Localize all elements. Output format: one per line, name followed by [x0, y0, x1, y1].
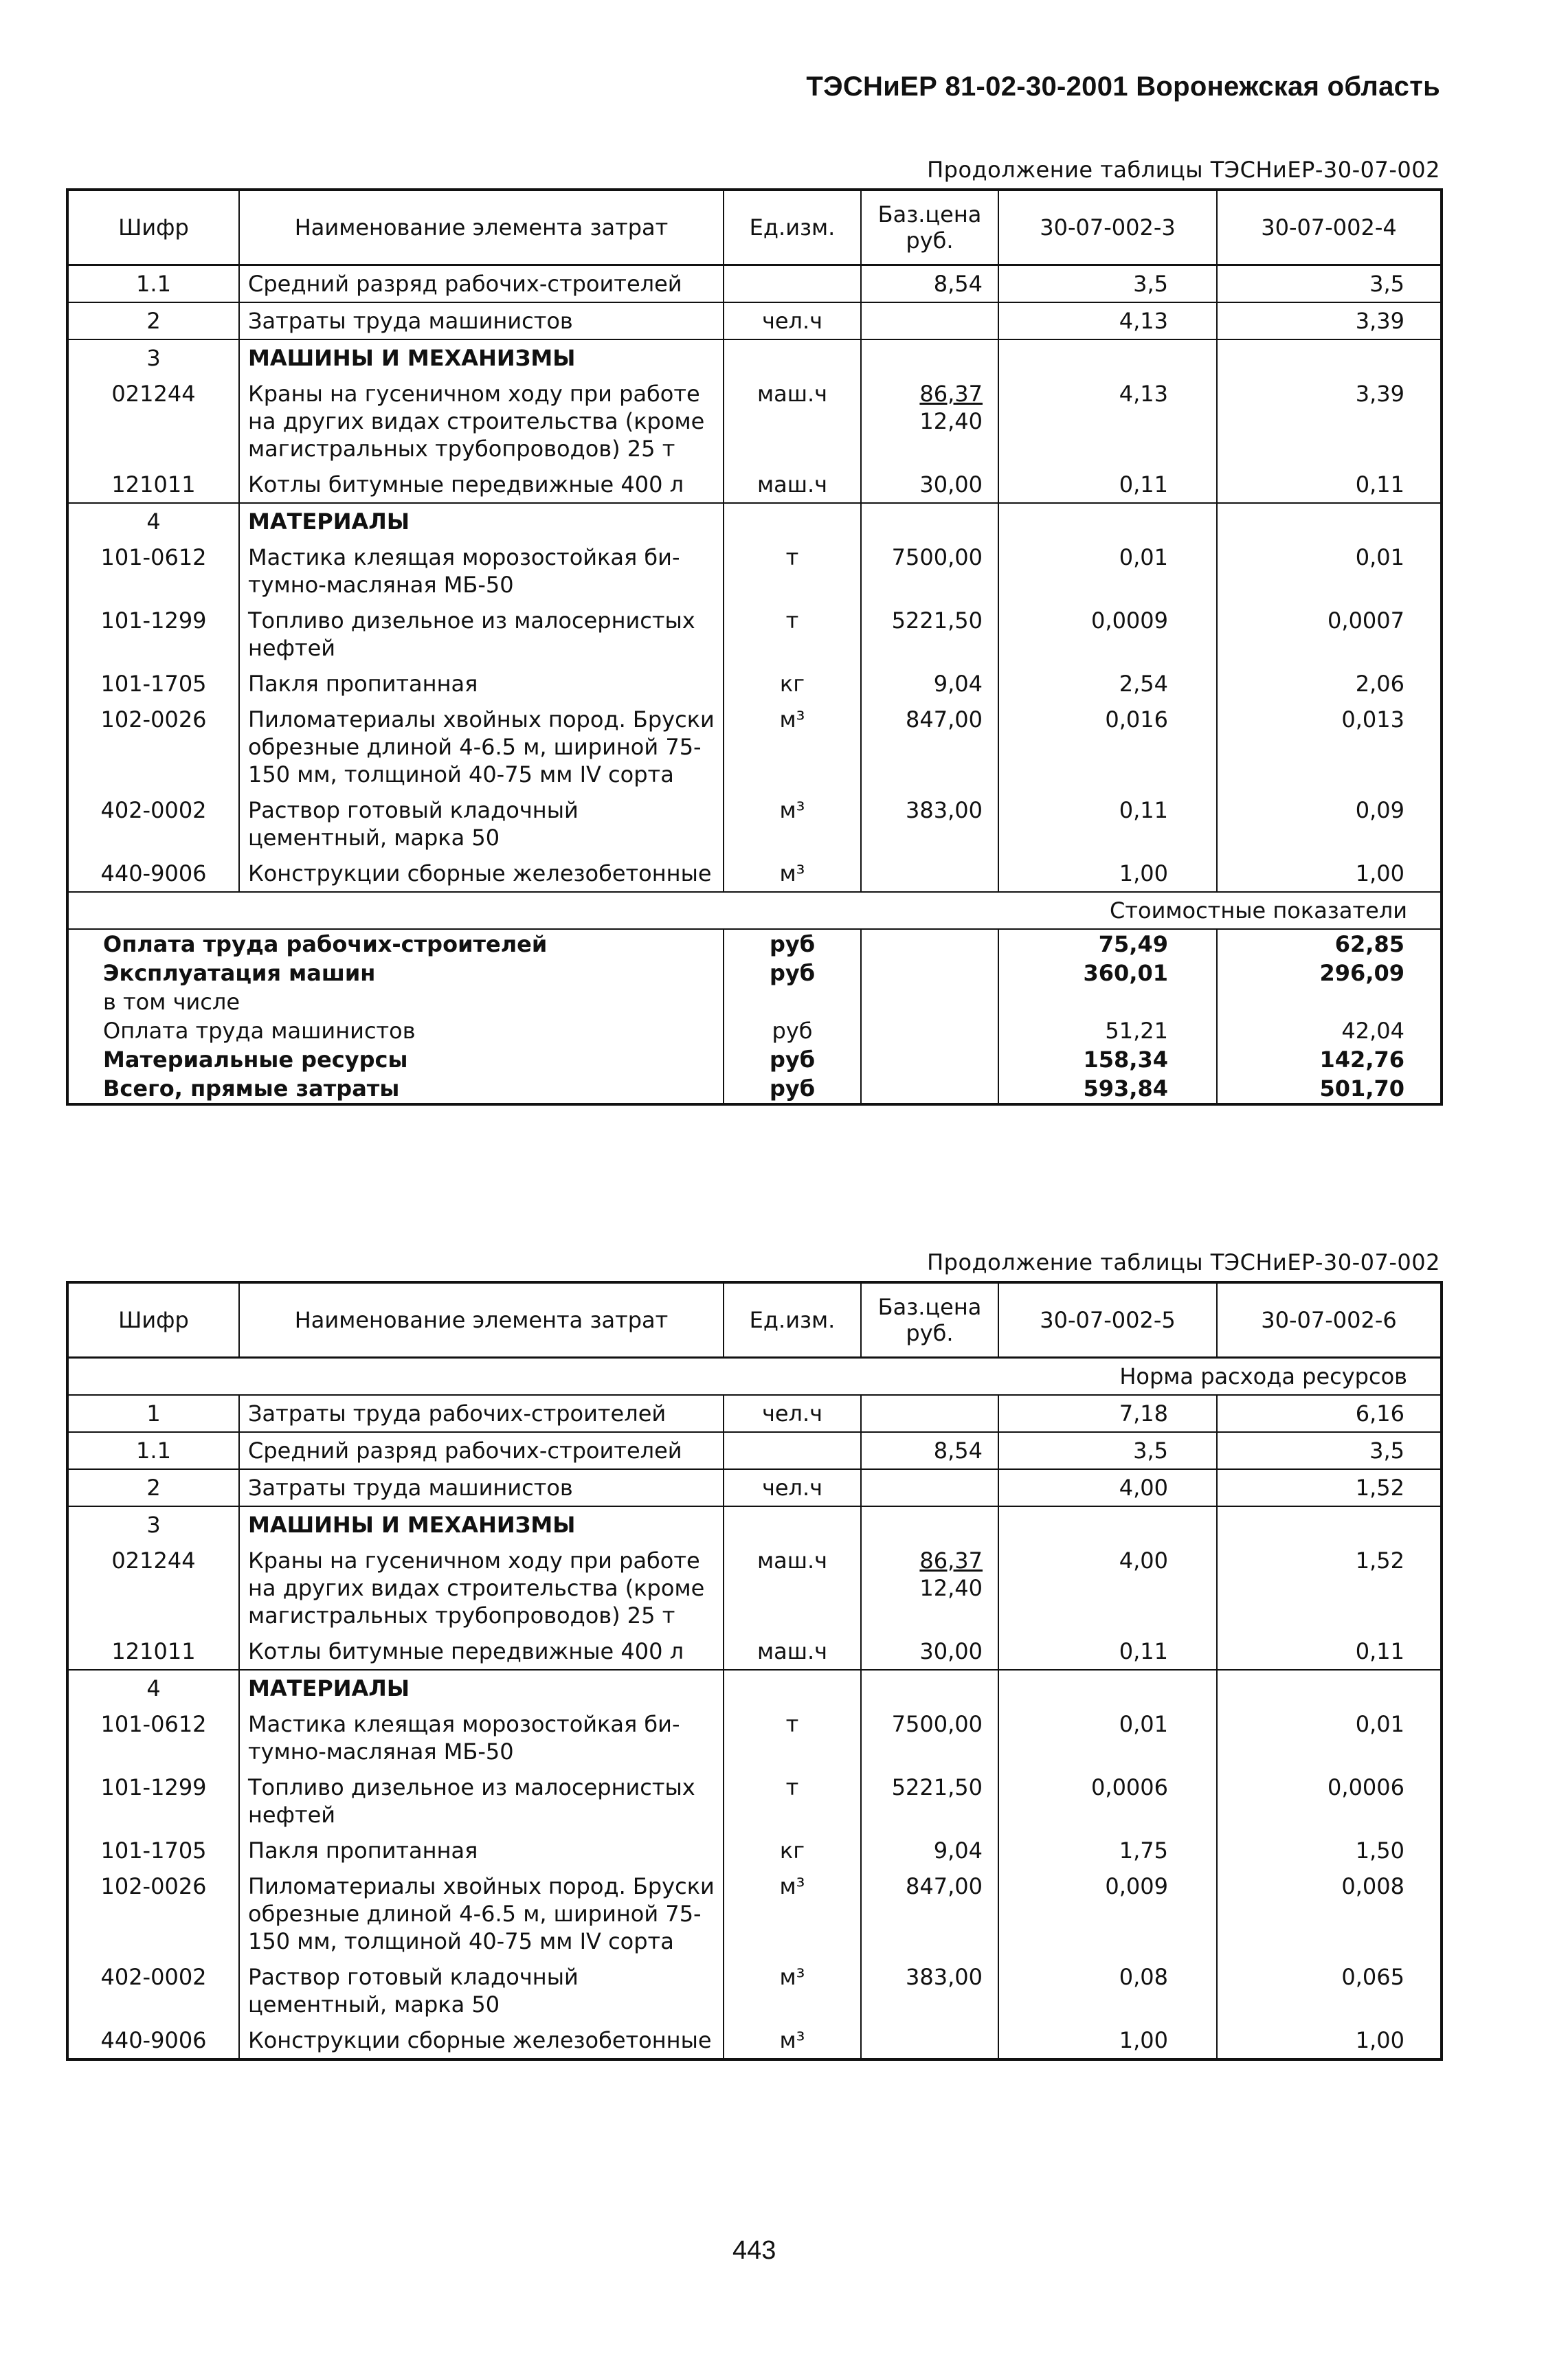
- cell-code: 101-1299: [100, 1774, 207, 1800]
- summary-row: [67, 987, 1442, 1016]
- cell-value-1: 4,00: [998, 1543, 1217, 1633]
- cell-name: Пакля пропитанная: [239, 1833, 724, 1868]
- cell-name: Средний разряд рабочих-строителей: [239, 1432, 724, 1469]
- table2-wrapper: [66, 1281, 1440, 2061]
- cell-value-2: 0,11: [1217, 1633, 1442, 1670]
- cell-code: 3: [67, 1506, 239, 1543]
- summary-label: Материальные ресурсы: [103, 1047, 408, 1073]
- cell-price: [861, 1432, 998, 1469]
- cell-value-2: 1,00: [1217, 856, 1442, 892]
- cell-name: Раствор готовый кладочный цементный, марка 50: [239, 1959, 724, 2022]
- cell-code: 2: [67, 1469, 239, 1506]
- cell-name: Затраты труда машинистов: [239, 302, 724, 339]
- summary-label: Всего, прямые затраты: [103, 1075, 400, 1102]
- summary-price: [861, 1074, 998, 1104]
- norm-caption: Норма расхода ресурсов: [67, 1358, 1442, 1396]
- cell-code: 021244: [111, 381, 196, 407]
- cell-unit: [724, 702, 861, 792]
- summary-price: [861, 1045, 998, 1074]
- table1-body: [67, 265, 1442, 893]
- cell-code: 101-0612: [100, 544, 207, 570]
- cell-unit: [724, 376, 861, 467]
- cell-price-value: 8,54: [933, 271, 983, 297]
- cell-unit-text: м³: [779, 1873, 805, 1899]
- cell-unit: [724, 792, 861, 856]
- cell-code: 101-1705: [100, 671, 207, 697]
- table-row: [67, 1543, 1442, 1633]
- cell-code: 4: [67, 503, 239, 539]
- cell-price: [861, 2022, 998, 2059]
- header-price: Баз.цена руб.: [861, 1282, 998, 1358]
- cell-unit: [724, 603, 861, 666]
- summary-value-2: 42,04: [1217, 1016, 1442, 1045]
- cell-price: [861, 1395, 998, 1432]
- cell-unit: [724, 2022, 861, 2059]
- header-unit: Ед.изм.: [724, 190, 861, 265]
- cell-value-2: 0,008: [1217, 1868, 1442, 1959]
- summary-value-2: 142,76: [1217, 1045, 1442, 1074]
- cell-name: МАТЕРИАЛЫ: [239, 503, 724, 539]
- cell-price: [861, 666, 998, 702]
- cell-price-value: 86,37: [919, 1548, 983, 1574]
- cell-unit-text: чел.ч: [761, 1475, 823, 1501]
- table-row: [67, 702, 1442, 792]
- cell-value-1: 4,13: [998, 376, 1217, 467]
- cell-name: МАШИНЫ И МЕХАНИЗМЫ: [239, 339, 724, 376]
- cell-value-2: 1,50: [1217, 1833, 1442, 1868]
- cell-unit-text: маш.ч: [757, 471, 828, 498]
- cell-code: 101-1299: [100, 607, 207, 634]
- cell-value-2: 3,39: [1217, 376, 1442, 467]
- cell-value-1: [998, 1506, 1217, 1543]
- cell-price: [861, 376, 998, 467]
- cell-code: 1.1: [67, 1432, 239, 1469]
- table2-body: [67, 1358, 1442, 2060]
- summary-value-2: 501,70: [1217, 1074, 1442, 1104]
- cell-code: 102-0026: [100, 1873, 207, 1899]
- cell-price-value: 30,00: [919, 471, 983, 498]
- cell-unit: [724, 1633, 861, 1670]
- cell-unit: [724, 1543, 861, 1633]
- cell-unit-text: чел.ч: [761, 308, 823, 334]
- cell-value-2: 0,09: [1217, 792, 1442, 856]
- cell-value-1: [998, 339, 1217, 376]
- table-row: [67, 376, 1442, 467]
- summary-unit: руб: [724, 1045, 861, 1074]
- header-col2: 30-07-002-4: [1217, 190, 1442, 265]
- cell-unit-text: кг: [779, 1837, 805, 1864]
- table-row: [67, 302, 1442, 339]
- table-row: [67, 503, 1442, 539]
- cell-name: МАШИНЫ И МЕХАНИЗМЫ: [239, 1506, 724, 1543]
- cost-caption: Стоимостные показатели: [67, 892, 1442, 929]
- table1-wrapper: [66, 188, 1440, 1106]
- cell-value-2: 0,013: [1217, 702, 1442, 792]
- cell-price-value: 9,04: [933, 671, 983, 697]
- cell-name: Краны на гусеничном ходу при работе на других видах строительства (кроме магистральных трубопроводов) 25 т: [239, 1543, 724, 1633]
- cell-unit-text: м³: [779, 797, 805, 823]
- cell-name: Раствор готовый кладочный цементный, марка 50: [239, 792, 724, 856]
- summary-price: [861, 1016, 998, 1045]
- table1-caption: Продолжение таблицы ТЭСНиЕР-30-07-002: [927, 157, 1440, 183]
- header-col2: 30-07-002-6: [1217, 1282, 1442, 1358]
- summary-row: [67, 1016, 1442, 1045]
- cell-name: Мастика клеящая морозостойкая би-тумно-масляная МБ-50: [239, 1706, 724, 1769]
- summary-label: Эксплуатация машин: [103, 960, 376, 986]
- cell-unit-text: т: [785, 1774, 799, 1800]
- cell-unit: [724, 1670, 861, 1706]
- cell-name: Пакля пропитанная: [239, 666, 724, 702]
- cell-unit-text: м³: [779, 706, 805, 733]
- cell-value-1: 7,18: [998, 1395, 1217, 1432]
- cell-name: Конструкции сборные железобетонные: [239, 2022, 724, 2059]
- cell-value-1: 4,00: [998, 1469, 1217, 1506]
- cell-price: [861, 539, 998, 603]
- cell-price-value: 9,04: [933, 1837, 983, 1864]
- cell-price-value: 847,00: [906, 706, 983, 733]
- cell-code: 440-9006: [100, 2027, 207, 2053]
- cell-unit: [724, 1432, 861, 1469]
- cell-value-2: 1,52: [1217, 1469, 1442, 1506]
- header-name: Наименование элемента затрат: [239, 190, 724, 265]
- cell-unit: [724, 1868, 861, 1959]
- header-unit: Ед.изм.: [724, 1282, 861, 1358]
- cell-price: [861, 792, 998, 856]
- cell-name: Пиломатериалы хвойных пород. Бруски обрезные длиной 4-6.5 м, шириной 75-150 мм, толщиной 40-75 мм IV сорта: [239, 702, 724, 792]
- cell-value-1: 0,01: [998, 539, 1217, 603]
- cell-name: Краны на гусеничном ходу при работе на других видах строительства (кроме магистральных трубопроводов) 25 т: [239, 376, 724, 467]
- cell-unit: [724, 1506, 861, 1543]
- cell-name: Конструкции сборные железобетонные: [239, 856, 724, 892]
- summary-value-1: 51,21: [998, 1016, 1217, 1045]
- header-col1: 30-07-002-3: [998, 190, 1217, 265]
- cell-price: [861, 1543, 998, 1633]
- cell-unit: [724, 1833, 861, 1868]
- cell-name: Мастика клеящая морозостойкая би-тумно-масляная МБ-50: [239, 539, 724, 603]
- cell-price: [861, 339, 998, 376]
- summary-row: [67, 929, 1442, 959]
- cell-unit: [724, 1395, 861, 1432]
- cell-name: МАТЕРИАЛЫ: [239, 1670, 724, 1706]
- cell-code: 101-0612: [100, 1711, 207, 1737]
- summary-value-1: 158,34: [998, 1045, 1217, 1074]
- cell-value-2: 0,11: [1217, 467, 1442, 503]
- cell-name: Котлы битумные передвижные 400 л: [239, 467, 724, 503]
- cell-value-1: [998, 1670, 1217, 1706]
- cell-value-1: 0,11: [998, 792, 1217, 856]
- cell-value-1: 0,01: [998, 1706, 1217, 1769]
- table-row: [67, 1833, 1442, 1868]
- cell-unit-text: м³: [779, 1964, 805, 1990]
- cell-unit-text: м³: [779, 860, 805, 886]
- cell-value-1: 3,5: [998, 265, 1217, 303]
- table-row: [67, 1769, 1442, 1833]
- cell-price: [861, 302, 998, 339]
- summary-label: в том числе: [103, 989, 240, 1015]
- cell-name: Средний разряд рабочих-строителей: [239, 265, 724, 303]
- cell-unit-text: м³: [779, 2027, 805, 2053]
- cell-price: [861, 467, 998, 503]
- cell-value-1: 2,54: [998, 666, 1217, 702]
- cell-name: Котлы битумные передвижные 400 л: [239, 1633, 724, 1670]
- cell-value-2: 0,01: [1217, 1706, 1442, 1769]
- table-row: [67, 339, 1442, 376]
- table1-summary: [67, 892, 1442, 1104]
- cell-value-2: 0,0007: [1217, 603, 1442, 666]
- cell-unit-text: т: [785, 544, 799, 570]
- cell-value-2: 0,0006: [1217, 1769, 1442, 1833]
- cell-value-2: [1217, 503, 1442, 539]
- cell-name: Пиломатериалы хвойных пород. Бруски обрезные длиной 4-6.5 м, шириной 75-150 мм, толщиной 40-75 мм IV сорта: [239, 1868, 724, 1959]
- cell-code: 121011: [111, 1638, 196, 1664]
- summary-value-2: 62,85: [1217, 929, 1442, 959]
- summary-value-1: 360,01: [998, 959, 1217, 987]
- cell-code: 4: [67, 1670, 239, 1706]
- summary-value-2: [1217, 987, 1442, 1016]
- cell-unit-text: т: [785, 1711, 799, 1737]
- summary-row: [67, 1074, 1442, 1104]
- cell-unit: [724, 503, 861, 539]
- table-row: [67, 1706, 1442, 1769]
- cell-unit-text: чел.ч: [761, 1400, 823, 1427]
- cell-value-1: 4,13: [998, 302, 1217, 339]
- cell-price: [861, 1959, 998, 2022]
- table-row: [67, 856, 1442, 892]
- cell-price-value: 86,37: [919, 381, 983, 407]
- cell-name: Затраты труда рабочих-строителей: [239, 1395, 724, 1432]
- page-number: 443: [732, 2236, 776, 2265]
- cell-code: 102-0026: [100, 706, 207, 733]
- cell-value-1: 0,11: [998, 467, 1217, 503]
- cell-unit: [724, 1769, 861, 1833]
- cell-price-value: 5221,50: [891, 607, 983, 634]
- summary-unit: [724, 987, 861, 1016]
- cell-price: [861, 265, 998, 303]
- cell-price-value: 383,00: [906, 797, 983, 823]
- summary-value-1: 593,84: [998, 1074, 1217, 1104]
- cell-price-value-2: 12,40: [919, 408, 983, 434]
- cell-value-1: 0,0006: [998, 1769, 1217, 1833]
- cell-code: 3: [67, 339, 239, 376]
- cell-unit: [724, 539, 861, 603]
- cell-value-1: 0,08: [998, 1959, 1217, 2022]
- cell-unit-text: маш.ч: [757, 1638, 828, 1664]
- cell-price: [861, 1633, 998, 1670]
- cell-code: 021244: [111, 1548, 196, 1574]
- cell-price: [861, 702, 998, 792]
- cell-code: 440-9006: [100, 860, 207, 886]
- cell-price: [861, 1469, 998, 1506]
- cell-value-2: 3,39: [1217, 302, 1442, 339]
- cell-unit: [724, 1706, 861, 1769]
- header-col1: 30-07-002-5: [998, 1282, 1217, 1358]
- table2-caption: Продолжение таблицы ТЭСНиЕР-30-07-002: [927, 1249, 1440, 1275]
- cell-name: Затраты труда машинистов: [239, 1469, 724, 1506]
- table-row: [67, 1633, 1442, 1670]
- cell-price: [861, 1769, 998, 1833]
- cell-price: [861, 1706, 998, 1769]
- cell-price-value: 5221,50: [891, 1774, 983, 1800]
- table-row: [67, 1469, 1442, 1506]
- cell-unit: [724, 467, 861, 503]
- cell-price-value: 7500,00: [891, 544, 983, 570]
- summary-unit: руб: [724, 929, 861, 959]
- table1: [66, 188, 1443, 1106]
- cell-unit: [724, 265, 861, 303]
- summary-label: Оплата труда рабочих-строителей: [67, 929, 724, 959]
- table-row: [67, 265, 1442, 303]
- cell-value-2: 1,52: [1217, 1543, 1442, 1633]
- table-row: [67, 1868, 1442, 1959]
- document-header: ТЭСНиЕР 81-02-30-2001 Воронежская область: [806, 71, 1440, 102]
- cell-value-1: [998, 503, 1217, 539]
- cell-value-2: [1217, 1670, 1442, 1706]
- cell-price: [861, 1833, 998, 1868]
- cell-price: [861, 856, 998, 892]
- cell-price: [861, 603, 998, 666]
- summary-unit: руб: [724, 959, 861, 987]
- cell-code: 1.1: [67, 265, 239, 303]
- summary-price: [861, 929, 998, 959]
- header-price: Баз.цена руб.: [861, 190, 998, 265]
- cell-unit-text: маш.ч: [757, 381, 828, 407]
- summary-value-1: [998, 987, 1217, 1016]
- cell-price-value: 30,00: [919, 1638, 983, 1664]
- cell-unit: [724, 856, 861, 892]
- cell-value-1: 0,0009: [998, 603, 1217, 666]
- table-row: [67, 603, 1442, 666]
- cell-code: 402-0002: [100, 1964, 207, 1990]
- table-row: [67, 1959, 1442, 2022]
- cell-unit: [724, 302, 861, 339]
- table-row: [67, 1670, 1442, 1706]
- cell-price-value: 8,54: [933, 1438, 983, 1464]
- table2: [66, 1281, 1443, 2061]
- cell-code: 101-1705: [100, 1837, 207, 1864]
- cell-value-2: 0,01: [1217, 539, 1442, 603]
- table-row: [67, 792, 1442, 856]
- cell-price: [861, 1868, 998, 1959]
- cell-price: [861, 1506, 998, 1543]
- cell-code: 1: [67, 1395, 239, 1432]
- cell-price-value: 383,00: [906, 1964, 983, 1990]
- cell-value-1: 0,009: [998, 1868, 1217, 1959]
- cell-price: [861, 503, 998, 539]
- cell-code: 402-0002: [100, 797, 207, 823]
- table-row: [67, 1506, 1442, 1543]
- table-row: [67, 1432, 1442, 1469]
- cell-value-2: 3,5: [1217, 1432, 1442, 1469]
- table-row: [67, 1395, 1442, 1432]
- cell-value-1: 0,11: [998, 1633, 1217, 1670]
- table-row: [67, 666, 1442, 702]
- summary-unit: руб: [724, 1016, 861, 1045]
- cell-value-2: [1217, 1506, 1442, 1543]
- header-code: Шифр: [67, 1282, 239, 1358]
- cell-code: 2: [67, 302, 239, 339]
- cell-value-1: 3,5: [998, 1432, 1217, 1469]
- cell-value-2: 2,06: [1217, 666, 1442, 702]
- summary-unit: руб: [724, 1074, 861, 1104]
- cell-value-1: 1,00: [998, 856, 1217, 892]
- cell-price-value-2: 12,40: [919, 1575, 983, 1601]
- cell-unit: [724, 339, 861, 376]
- summary-price: [861, 959, 998, 987]
- table-row: [67, 467, 1442, 503]
- summary-value-1: 75,49: [998, 929, 1217, 959]
- cell-unit: [724, 1469, 861, 1506]
- header-name: Наименование элемента затрат: [239, 1282, 724, 1358]
- summary-label: Оплата труда машинистов: [103, 1018, 416, 1044]
- header-code: Шифр: [67, 190, 239, 265]
- cell-code: 121011: [111, 471, 196, 498]
- cell-value-1: 0,016: [998, 702, 1217, 792]
- cell-unit-text: т: [785, 607, 799, 634]
- cell-name: Топливо дизельное из малосернистых нефтей: [239, 603, 724, 666]
- summary-value-2: 296,09: [1217, 959, 1442, 987]
- table-row: [67, 2022, 1442, 2059]
- cell-value-2: [1217, 339, 1442, 376]
- cell-value-1: 1,00: [998, 2022, 1217, 2059]
- cell-value-2: 0,065: [1217, 1959, 1442, 2022]
- cell-price: [861, 1670, 998, 1706]
- cell-value-2: 3,5: [1217, 265, 1442, 303]
- cell-price-value: 847,00: [906, 1873, 983, 1899]
- summary-row: [67, 1045, 1442, 1074]
- cell-unit: [724, 1959, 861, 2022]
- cell-value-1: 1,75: [998, 1833, 1217, 1868]
- cell-value-2: 6,16: [1217, 1395, 1442, 1432]
- cell-name: Топливо дизельное из малосернистых нефтей: [239, 1769, 724, 1833]
- cell-value-2: 1,00: [1217, 2022, 1442, 2059]
- cell-unit-text: кг: [779, 671, 805, 697]
- table-row: [67, 539, 1442, 603]
- summary-row: [67, 959, 1442, 987]
- cell-unit: [724, 666, 861, 702]
- cell-unit-text: маш.ч: [757, 1548, 828, 1574]
- summary-price: [861, 987, 998, 1016]
- cell-price-value: 7500,00: [891, 1711, 983, 1737]
